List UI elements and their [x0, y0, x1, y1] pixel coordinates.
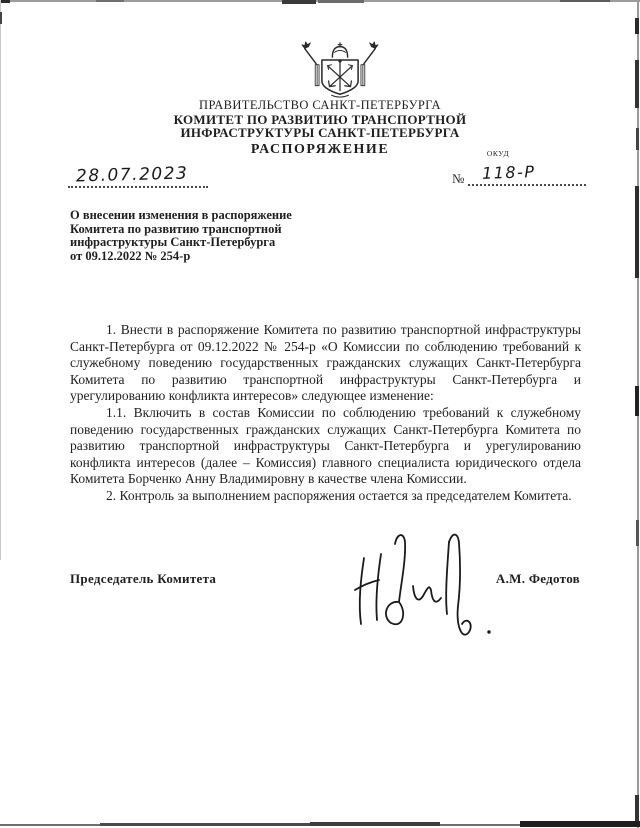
body-paragraph-1: 1. Внести в распоряжение Комитета по развитию транспортной инфраструктуры Санкт-Петербурга от 09.12.2022 № 254-р «О Комиссии по соблюдению требований к служебному поведению государственных гражданских служащих Санкт-Петербурга Комитета по развитию транспортной инфраструктуры Санкт-Петербурга и урегулированию конфликта интересов» следующее изменение:: [70, 322, 581, 404]
government-title: ПРАВИТЕЛЬСТВО САНКТ-ПЕТЕРБУРГА: [199, 98, 441, 112]
document-body: [70, 322, 581, 505]
scan-artifact: [635, 186, 639, 278]
scan-artifact: [560, 0, 610, 2]
handwritten-signature: [350, 528, 500, 648]
okud-label: ОКУД: [486, 149, 510, 158]
subject-line: от 09.12.2022 № 254-р: [70, 248, 191, 263]
scan-artifact: [635, 60, 639, 108]
scan-artifact: [100, 823, 320, 826]
body-paragraph-1-1: 1.1. Включить в состав Комиссии по соблюдению требований к служебному поведению государственных гражданских служащих Санкт-Петербурга Комитета по развитию транспортной инфраструктуры Санкт-Петербурга и урегулированию конфликта интересов (далее – Комиссия) главного специалиста юридического отдела Комитета Борченко Анну Владимировну в качестве члена Комиссии.: [70, 404, 581, 487]
document-type-title: РАСПОРЯЖЕНИЕ: [250, 142, 390, 157]
date-field: [68, 160, 208, 188]
signer-position-title: Председатель Комитета: [70, 571, 217, 586]
subject-line: О внесении изменения в распоряжение: [70, 208, 292, 222]
scan-artifact: [282, 0, 316, 4]
scan-artifact: [635, 386, 639, 416]
scan-artifact: [318, 0, 364, 3]
scan-artifact: [96, 0, 124, 2]
scan-artifact: [636, 520, 639, 546]
committee-title-line2: ИНФРАСТРУКТУРЫ САНКТ-ПЕТЕРБУРГА: [180, 125, 460, 140]
number-dotted-line: [468, 158, 586, 186]
scan-artifact: [635, 795, 639, 821]
handwritten-date: 28.07.2023: [75, 163, 189, 187]
subject-block: [70, 209, 330, 263]
committee-title-line1: КОМИТЕТ ПО РАЗВИТИЮ ТРАНСПОРТНОЙ: [173, 112, 467, 127]
scan-artifact: [635, 18, 639, 34]
number-field: [452, 160, 586, 186]
scan-artifact: [310, 822, 440, 826]
number-sign-label: №: [452, 171, 465, 186]
scan-artifact: [0, 12, 2, 24]
handwritten-number: 118-Р: [482, 162, 537, 183]
signer-name: А.М. Федотов: [495, 571, 580, 586]
subject-line: Комитета по развитию транспортной: [70, 221, 282, 236]
scan-artifact: [0, 0, 10, 3]
body-paragraph-2: 2. Контроль за выполнением распоряжения остается за председателем Комитета.: [106, 487, 572, 503]
scan-edge-left: [0, 0, 1, 560]
scan-artifact: [520, 821, 640, 827]
coat-of-arms-saint-petersburg-icon: [297, 39, 383, 100]
subject-line: инфраструктуры Санкт-Петербурга: [70, 235, 276, 249]
scan-artifact: [636, 128, 639, 150]
